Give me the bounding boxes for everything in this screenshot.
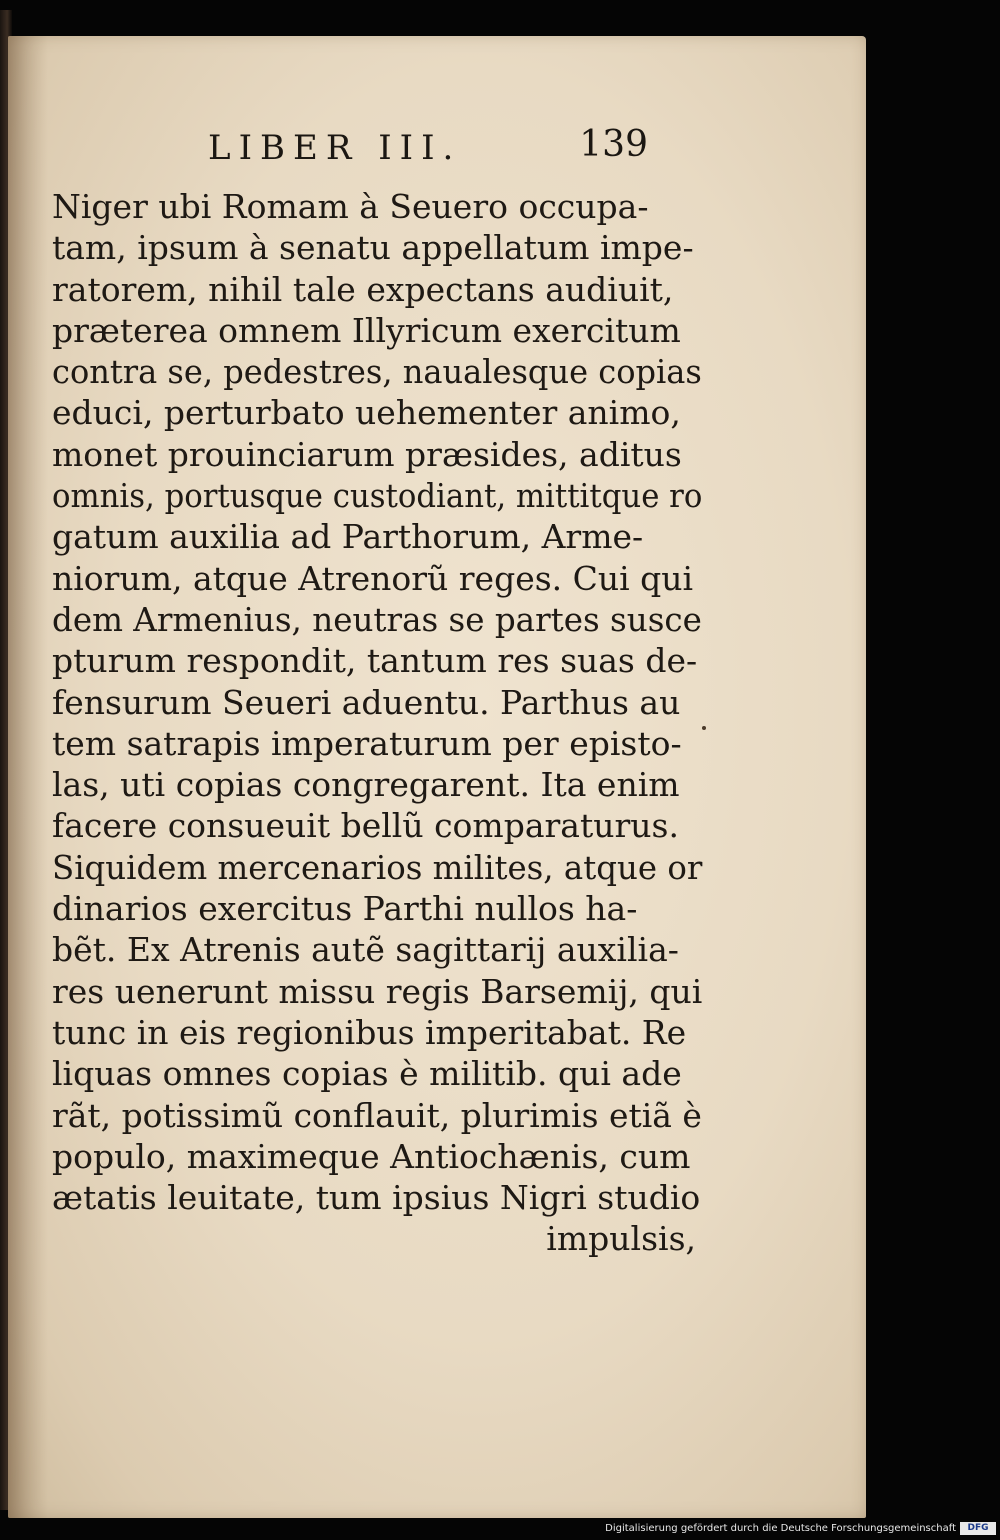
text-line: tunc in eis regionibus imperitabat. Re [52, 1012, 687, 1052]
text-line: præterea omnem Illyricum exercitum [52, 310, 681, 350]
text-line: rãt, potissimũ conflauit, plurimis etiã è [52, 1095, 702, 1135]
text-line: ratorem, nihil tale expectans audiuit, [52, 269, 674, 309]
running-head: LIBER III. [208, 128, 462, 168]
text-line: omnis, portusque custodiant, mittitque ro [52, 476, 703, 516]
text-line: populo, maximeque Antiochænis, cum [52, 1136, 691, 1176]
ink-speck [702, 726, 706, 730]
text-line: res uenerunt missu regis Barsemij, qui [52, 971, 703, 1011]
text-line: monet prouinciarum præsides, aditus [52, 434, 682, 474]
text-line: dinarios exercitus Parthi nullos ha- [52, 889, 638, 929]
page-number: 139 [579, 124, 648, 165]
text-block [52, 186, 702, 1260]
text-line: tem satrapis imperaturum per episto- [52, 723, 682, 763]
text-line: ætatis leuitate, tum ipsius Nigri studio [52, 1178, 701, 1218]
digitization-credit: Digitalisierung gefördert durch die Deutsche Forschungsgemeinschaft [605, 1523, 956, 1534]
text-line: las, uti copias congregarent. Ita enim [52, 765, 680, 805]
text-line: bẽt. Ex Atrenis autẽ sagittarij auxilia- [52, 930, 679, 970]
text-line: Niger ubi Romam à Seuero occupa- [52, 187, 649, 226]
text-line: dem Armenius, neutras se partes susce [52, 599, 702, 639]
text-line: educi, perturbato uehementer animo, [52, 393, 681, 433]
text-line: niorum, atque Atrenorũ reges. Cui qui [52, 558, 694, 598]
text-line: pturum respondit, tantum res suas de- [52, 641, 698, 681]
text-line: liquas omnes copias è militib. qui ade [52, 1054, 682, 1094]
text-line: contra se, pedestres, naualesque copias [52, 352, 702, 392]
dfg-logo: DFG [960, 1522, 996, 1535]
book-page [8, 36, 866, 1518]
catchword: impulsis, [546, 1219, 696, 1259]
text-line: Siquidem mercenarios milites, atque or [52, 847, 703, 887]
page-header [208, 124, 648, 184]
text-line: tam, ipsum à senatu appellatum impe- [52, 228, 694, 268]
text-line: facere consueuit bellũ comparaturus. [52, 806, 679, 846]
text-line: gatum auxilia ad Parthorum, Arme- [52, 517, 644, 557]
text-line: fensurum Seueri aduentu. Parthus au [52, 682, 681, 722]
